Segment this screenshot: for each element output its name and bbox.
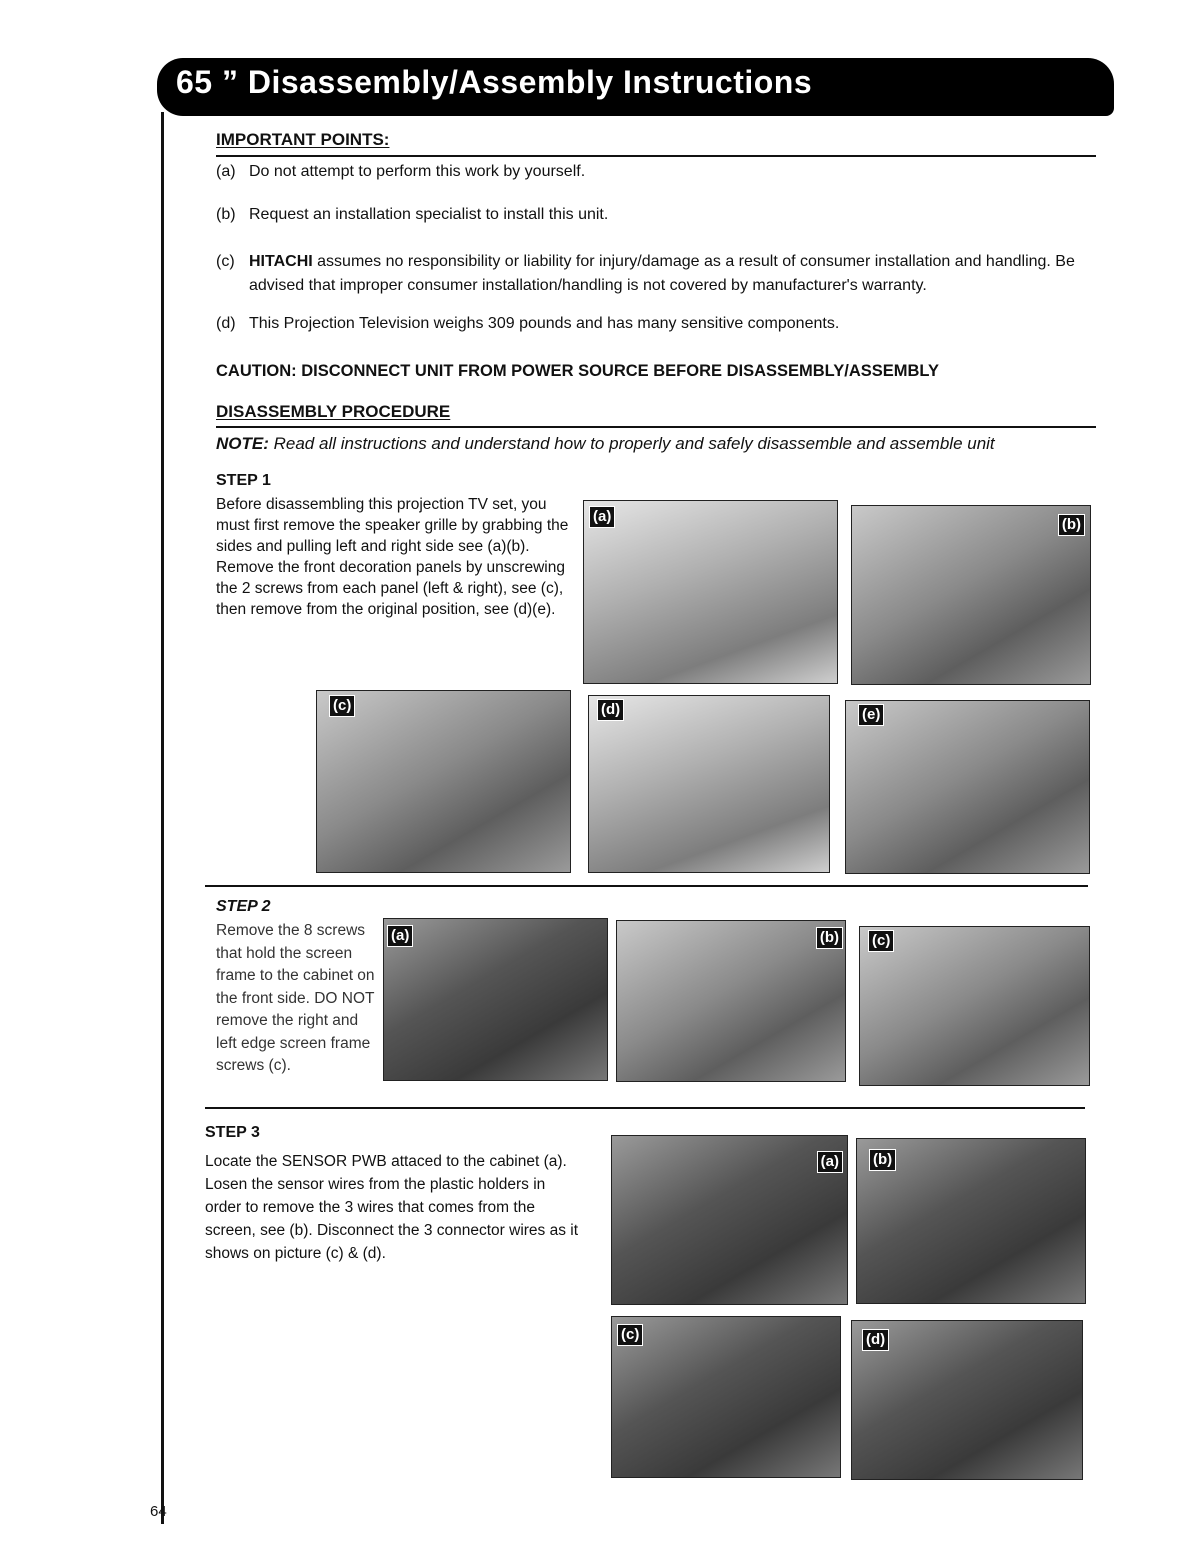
step-3-photo-d [851, 1320, 1083, 1480]
photo-label: (c) [617, 1324, 643, 1346]
left-margin-rule [161, 112, 164, 1524]
photo-label: (c) [329, 695, 355, 717]
step-3-text: Locate the SENSOR PWB attaced to the cabinet (a). Losen the sensor wires from the plastic holders in order to remove the 3 wires that comes from the screen, see (b). Disconnect the 3 connector wires as it shows on picture (c) & (d). [205, 1153, 579, 1262]
item-label: (a) [216, 163, 236, 180]
step-3-photo-c [611, 1316, 841, 1478]
item-text: Request an installation specialist to install this unit. [249, 206, 609, 223]
step-3-photo-b [856, 1138, 1086, 1304]
photo-label: (a) [589, 506, 615, 528]
photo-label: (d) [862, 1329, 889, 1351]
step-1-text: Before disassembling this projection TV set, you must first remove the speaker grille by grabbing the sides and pulling left and right side see (a)(b). Remove the front decoration panels by unscrewing the 2 screws from each panel (left & right), see (c), then remove from the original position, see (d)(e). [216, 496, 569, 618]
step-1-title: STEP 1 [216, 472, 271, 489]
item-text: Do not attempt to perform this work by yourself. [249, 163, 586, 180]
step-1-photo-a [583, 500, 838, 684]
step-2-photo-a [383, 918, 608, 1081]
photo-label: (b) [869, 1149, 896, 1171]
divider [216, 155, 1096, 157]
page-title: 65 ” Disassembly/Assembly Instructions [176, 64, 813, 100]
photo-label: (a) [817, 1151, 843, 1173]
item-text: assumes no responsibility or liability for injury/damage as a result of consumer installation and handling. Be advised that improper consumer installation/handling is not covered by manufacturer's warranty. [249, 253, 1075, 294]
step-2-photo-b [616, 920, 846, 1082]
step-1-photo-e [845, 700, 1090, 874]
page-number: 64 [150, 1503, 167, 1520]
important-points-heading: IMPORTANT POINTS: [216, 130, 390, 149]
note-label: NOTE: [216, 434, 269, 453]
photo-label: (e) [858, 704, 884, 726]
divider [216, 426, 1096, 428]
photo-label: (b) [1058, 514, 1085, 536]
step-2-photo-c [859, 926, 1090, 1086]
list-item [216, 250, 1096, 300]
list-item [216, 203, 1096, 227]
divider [205, 885, 1088, 887]
step-3-title: STEP 3 [205, 1124, 260, 1141]
step-2-text: Remove the 8 screws that hold the screen frame to the cabinet on the front side. DO NOT remove the right and left edge screen frame screws (c). [216, 922, 375, 1074]
step-1-photo-b [851, 505, 1091, 685]
step-3-photo-a [611, 1135, 848, 1305]
procedure-heading: DISASSEMBLY PROCEDURE [216, 402, 451, 421]
step-1-photo-d [588, 695, 830, 873]
step-1-photo-c [316, 690, 571, 873]
divider [205, 1107, 1085, 1109]
brand-name: HITACHI [249, 253, 313, 270]
list-item [216, 312, 1096, 336]
note-text: Read all instructions and understand how to properly and safely disassemble and assemble unit [273, 434, 995, 453]
photo-label: (a) [387, 925, 413, 947]
item-text: This Projection Television weighs 309 pounds and has many sensitive components. [249, 315, 840, 332]
procedure-note [216, 434, 995, 454]
caution-text: CAUTION: DISCONNECT UNIT FROM POWER SOURCE BEFORE DISASSEMBLY/ASSEMBLY [216, 362, 939, 380]
item-label: (c) [216, 253, 235, 270]
step-2-title: STEP 2 [216, 898, 271, 915]
photo-label: (c) [868, 930, 894, 952]
item-label: (b) [216, 206, 236, 223]
list-item [216, 160, 1096, 184]
photo-label: (b) [816, 927, 843, 949]
photo-label: (d) [597, 699, 624, 721]
item-label: (d) [216, 315, 236, 332]
